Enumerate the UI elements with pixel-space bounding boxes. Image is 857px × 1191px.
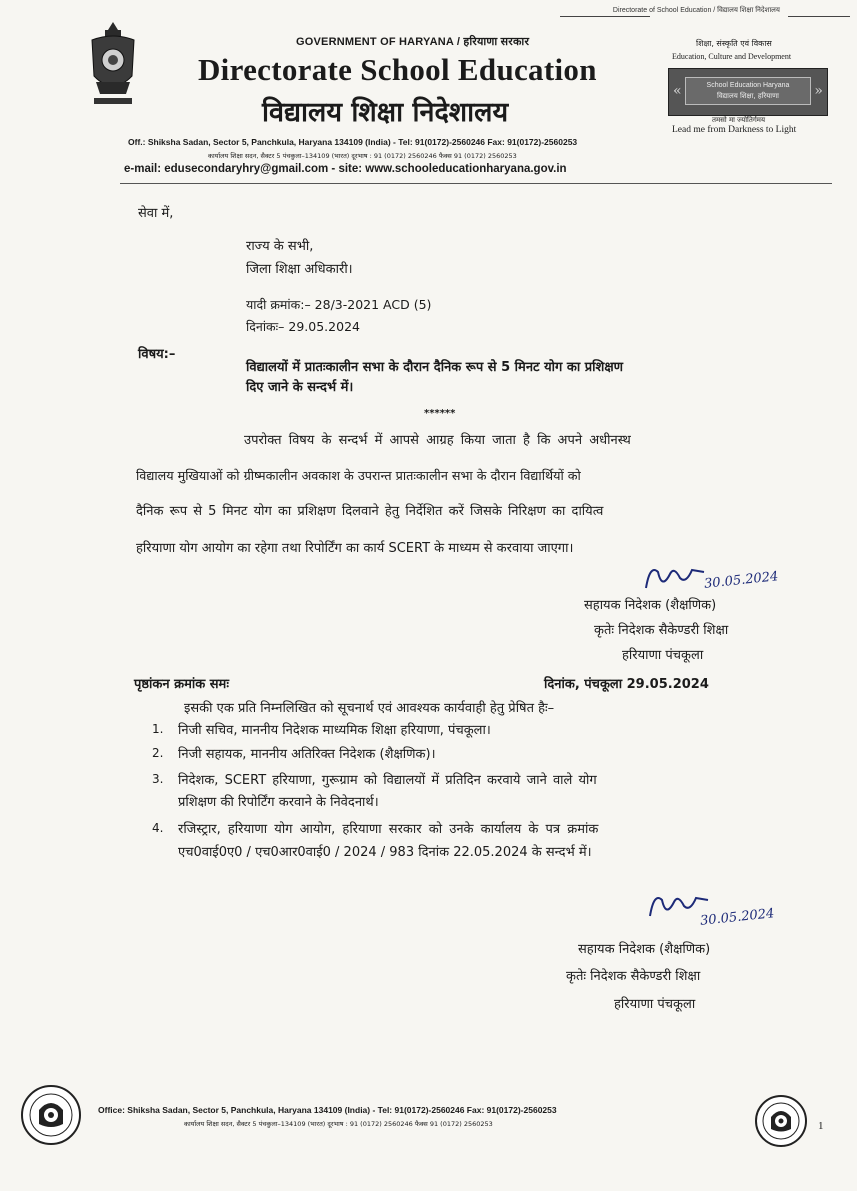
- signature-date-2: 30.05.2024: [699, 906, 776, 929]
- reference-number: यादी क्रमांक:– 28/3-2021 ACD (5): [246, 297, 432, 312]
- endorsement-item-2-number: 2.: [152, 746, 164, 760]
- top-strip-rule-right: [788, 16, 850, 17]
- logo-left-mark: «: [673, 83, 682, 99]
- endorsement-item-3-number: 3.: [152, 772, 164, 786]
- govt-line: GOVERNMENT OF HARYANA / हरियाणा सरकार: [296, 36, 530, 48]
- top-strip: [520, 6, 850, 15]
- header-right-en: Education, Culture and Development: [672, 52, 792, 61]
- header-right-hi: शिक्षा, संस्कृति एवं विकास: [696, 39, 772, 48]
- footer-logo-right-icon: [754, 1094, 808, 1148]
- endorsement-item-4-line-1: रजिस्ट्रार, हरियाणा योग आयोग, हरियाणा सरकार को उनके कार्यालय के पत्र क्रमांक: [178, 822, 599, 837]
- signatory-location-2: हरियाणा पंचकूला: [614, 997, 696, 1012]
- signatory-office-2: कृतेः निदेशक सैकेण्डरी शिक्षा: [566, 969, 701, 984]
- logo-inner-box: [685, 77, 811, 105]
- subject-label: विषय:–: [138, 347, 176, 362]
- page-number: 1: [818, 1120, 824, 1132]
- signatory-office: कृतेः निदेशक सैकेण्डरी शिक्षा: [594, 623, 729, 638]
- body-line-1: उपरोक्त विषय के सन्दर्भ में आपसे आग्रह किया जाता है कि अपने अधीनस्थ: [244, 433, 631, 448]
- signature-scribble-icon: [640, 560, 710, 596]
- endorsement-item-4-number: 4.: [152, 821, 164, 835]
- endorsement-date: दिनांक, पंचकूला 29.05.2024: [544, 677, 709, 692]
- signatory-designation-2: सहायक निदेशक (शैक्षणिक): [578, 942, 711, 957]
- logo-line-hi: विद्यालय शिक्षा, हरियाणा: [717, 92, 779, 100]
- salutation: सेवा में,: [138, 206, 174, 221]
- endorsement-item-1: निजी सचिव, माननीय निदेशक माध्यमिक शिक्षा हरियाणा, पंचकूला।: [178, 723, 491, 738]
- logo-line-en: School Education Haryana: [706, 82, 790, 89]
- body-line-4: हरियाणा योग आयोग का रहेगा तथा रिपोर्टिंग का कार्य SCERT के माध्यम से करवाया जाएगा।: [136, 541, 574, 556]
- footer-address-hi: कार्यालय शिक्षा सदन, सैक्टर 5 पंचकुला–134109 (भारत) दूरभाष : 91 (0172) 2560246 फैक्स 91 (0172) 2560253: [184, 1120, 493, 1128]
- body-line-2: विद्यालय मुखियाओं को ग्रीष्मकालीन अवकाश के उपरान्त प्रातःकालीन सभा के दौरान विद्यार्थियों को: [136, 468, 581, 483]
- endorsement-item-1-number: 1.: [152, 722, 164, 736]
- letter-date: दिनांकः– 29.05.2024: [246, 319, 360, 334]
- endorsement-label: पृष्ठांकन क्रमांक समः: [134, 677, 229, 692]
- email-site-line: e-mail: edusecondaryhry@gmail.com - site: www.schooleducationharyana.gov.in: [124, 163, 567, 175]
- top-strip-text: Directorate of School Education / विद्यालय शिक्षा निदेशालय: [612, 7, 780, 14]
- addressee-line-2: जिला शिक्षा अधिकारी।: [246, 262, 353, 277]
- office-address-hi: कार्यालय शिक्षा सदन, सैक्टर 5 पंचकुला–134109 (भारत) दूरभाष : 91 (0172) 2560246 फैक्स 91 (0172) 2560253: [208, 152, 517, 160]
- endorsement-intro: इसकी एक प्रति निम्नलिखित को सूचनार्थ एवं आवश्यक कार्यवाही हेतु प्रेषित हैः–: [184, 701, 555, 716]
- signatory-location: हरियाणा पंचकूला: [622, 648, 704, 663]
- footer-address-en: Office: Shiksha Sadan, Sector 5, Panchkula, Haryana 134109 (India) - Tel: 91(0172)-2560246 Fax: 91(0172)-2560253: [98, 1105, 557, 1115]
- endorsement-item-4-line-2: एच0वाई0ए0 / एच0आर0वाई0 / 2024 / 983 दिनांक 22.05.2024 के सन्दर्भ में।: [178, 845, 592, 860]
- endorsement-item-3-line-2: प्रशिक्षण की रिपोर्टिंग करवाने के निवेदनार्थ।: [178, 795, 379, 810]
- signatory-designation: सहायक निदेशक (शैक्षणिक): [584, 598, 717, 613]
- motto-en: Lead me from Darkness to Light: [672, 125, 797, 135]
- school-education-logo: [668, 68, 828, 116]
- top-strip-rule-left: [560, 16, 650, 17]
- addressee-line-1: राज्य के सभी,: [246, 239, 314, 254]
- logo-right-mark: »: [814, 83, 823, 99]
- separator-stars: ******: [424, 408, 456, 419]
- haryana-emblem-icon: [78, 16, 148, 116]
- endorsement-item-3-line-1: निदेशक, SCERT हरियाणा, गुरूग्राम को विद्यालयों में प्रतिदिन करवाये जाने वाले योग: [178, 773, 597, 788]
- directorate-title-hi: विद्यालय शिक्षा निदेशालय: [262, 97, 509, 128]
- subject-line-1: विद्यालयों में प्रातःकालीन सभा के दौरान दैनिक रूप से 5 मिनट योग का प्रशिक्षण: [246, 360, 624, 375]
- endorsement-item-2: निजी सहायक, माननीय अतिरिक्त निदेशक (शैक्षणिक)।: [178, 747, 436, 762]
- motto-hi: तमसो मा ज्योतिर्गमय: [712, 116, 766, 124]
- footer-logo-left-icon: [20, 1084, 82, 1146]
- office-address-en: Off.: Shiksha Sadan, Sector 5, Panchkula, Haryana 134109 (India) - Tel: 91(0172)-2560246 Fax: 91(0172)-2560253: [128, 137, 578, 147]
- body-line-3: दैनिक रूप से 5 मिनट योग का प्रशिक्षण दिलवाने हेतु निर्देशित करें जिसके निरिक्षण का दायित्व: [136, 504, 604, 519]
- signature-date: 30.05.2024: [703, 569, 780, 592]
- header-divider: [120, 183, 832, 184]
- subject-line-2: दिए जाने के सन्दर्भ में।: [246, 380, 354, 395]
- directorate-title-en: Directorate School Education: [198, 52, 597, 87]
